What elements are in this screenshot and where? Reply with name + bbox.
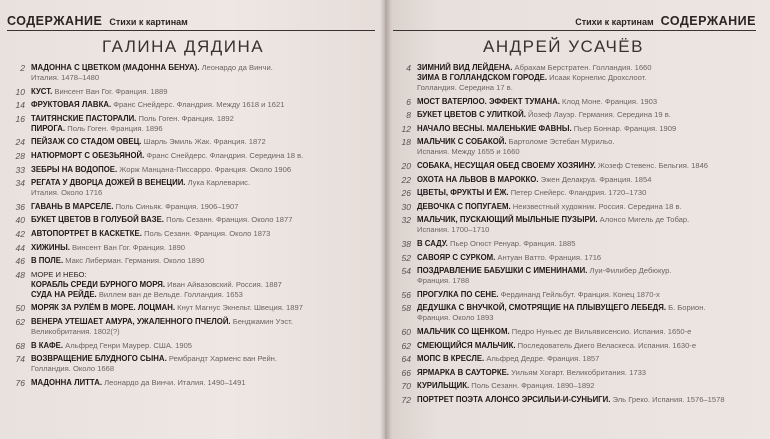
entry-body (31, 378, 375, 388)
entry-line (417, 175, 756, 185)
entry-line (31, 327, 375, 337)
contents-entry (393, 253, 756, 263)
entry-body (31, 178, 375, 198)
entry-body (31, 256, 375, 266)
page-number: 62 (15, 316, 25, 327)
artwork-title: БУКЕТ ЦВЕТОВ С УЛИТКОЙ. (417, 110, 526, 120)
page-number: 42 (15, 228, 25, 239)
contents-entry (7, 229, 375, 239)
entry-line (417, 73, 756, 83)
contents-entry (393, 395, 756, 405)
contents-entry (393, 354, 756, 364)
contents-entry (393, 303, 756, 323)
entry-line (417, 303, 756, 313)
artwork-artist-info: Пьер Боннар. Франция. 1909 (573, 123, 677, 133)
left-header-title: СОДЕРЖАНИЕ (7, 14, 103, 28)
entry-line (417, 368, 756, 378)
entry-body (31, 114, 375, 134)
artwork-artist-info: Последователь Диего Веласкеса. Испания. 1630-е (517, 340, 697, 350)
entry-line (31, 114, 375, 124)
entry-line (417, 137, 756, 147)
entry-line (31, 178, 375, 188)
entry-line (31, 243, 375, 253)
entry-line (31, 137, 375, 147)
entry-line (31, 378, 375, 388)
artwork-artist-info: Винсент Ван Гог. Франция. 1890 (72, 242, 186, 252)
page-number: 12 (401, 123, 411, 134)
page-number: 32 (401, 215, 411, 226)
entry-body (417, 290, 756, 300)
entry-body (31, 137, 375, 147)
contents-entry (393, 97, 756, 107)
artwork-title: МОРЯК ЗА РУЛЁМ В МОРЕ. ЛОЦМАН. (31, 303, 176, 313)
artwork-artist-info: Поль Гоген. Франция. 1892 (138, 113, 234, 123)
page-number: 16 (15, 113, 25, 124)
contents-entry (393, 341, 756, 351)
page-number: 44 (15, 242, 25, 253)
contents-entry (7, 63, 375, 83)
artwork-title: ДЕДУШКА С ВНУЧКОЙ, СМОТРЯЩИЕ НА ПЛЫВУЩЕГО ЛЕБЕДЯ. (417, 303, 666, 313)
page-number: 14 (15, 100, 25, 111)
contents-entry (393, 290, 756, 300)
artwork-artist-info: Поль Сезанн. Франция. Около 1877 (166, 215, 293, 225)
contents-entry (393, 63, 756, 93)
artwork-title: МОСТ ВАТЕРЛОО. ЭФФЕКТ ТУМАНА. (417, 96, 560, 106)
page-number: 8 (406, 110, 411, 121)
entry-line (31, 364, 375, 374)
artwork-title: ФРУКТОВАЯ ЛАВКА. (31, 100, 112, 110)
section-label: МОРЕ И НЕБО: (31, 269, 87, 279)
artwork-title: САВОЯР С СУРКОМ. (417, 252, 496, 262)
entry-body (417, 381, 756, 391)
artwork-title: В ПОЛЕ. (31, 256, 64, 266)
entry-line (31, 63, 375, 73)
page-number: 6 (406, 96, 411, 107)
page-number: 62 (401, 340, 411, 351)
artwork-title: КУРИЛЬЩИК. (417, 381, 470, 391)
artwork-artist-info: Исаак Корнелис Дрохслоот. (549, 73, 647, 82)
entry-body (417, 161, 756, 171)
contents-entry (7, 87, 375, 97)
entry-line (417, 239, 756, 249)
page-number: 74 (15, 354, 25, 365)
artwork-title: СМЕЮЩИЙСЯ МАЛЬЧИК. (417, 340, 516, 350)
artwork-artist-info: Испания. 1700–1710 (417, 225, 490, 235)
artwork-title: АВТОПОРТРЕТ В КАСКЕТКЕ. (31, 228, 142, 238)
page-number: 38 (401, 238, 411, 249)
page-number: 20 (401, 160, 411, 171)
entry-body (31, 317, 375, 337)
right-header-subtitle: Стихи к картинам (575, 17, 654, 27)
artwork-title: ВОЗВРАЩЕНИЕ БЛУДНОГО СЫНА. (31, 354, 167, 364)
artwork-artist-info: Эль Греко. Испания. 1576–1578 (612, 394, 725, 404)
entry-line (417, 188, 756, 198)
artwork-artist-info: Уильям Хогарт. Великобритания. 1733 (511, 367, 647, 377)
contents-entry (393, 381, 756, 391)
artwork-artist-info: Поль Синьяк. Франция. 1906–1907 (115, 201, 239, 211)
artwork-title: НАТЮРМОРТ С ОБЕЗЬЯНОЙ. (31, 150, 145, 160)
contents-entry (393, 124, 756, 134)
page-number: 34 (15, 178, 25, 189)
artwork-artist-info: Клод Моне. Франция. 1903 (562, 96, 658, 106)
entry-line (31, 165, 375, 175)
entry-line (417, 97, 756, 107)
entry-body (31, 215, 375, 225)
entry-line (417, 354, 756, 364)
artwork-artist-info: Б. Борион. (668, 303, 706, 313)
entry-body (417, 124, 756, 134)
artwork-artist-info: Йозеф Лауэр. Германия. Середина 19 в. (528, 110, 671, 120)
artwork-title: КОРАБЛЬ СРЕДИ БУРНОГО МОРЯ. (31, 279, 166, 289)
entry-line (31, 73, 375, 83)
entry-line (31, 317, 375, 327)
right-page-header (393, 0, 756, 31)
entry-line (417, 253, 756, 263)
entry-body (417, 188, 756, 198)
page-number: 40 (15, 215, 25, 226)
contents-entry (393, 266, 756, 286)
page-number: 56 (401, 289, 411, 300)
entry-body (31, 229, 375, 239)
artwork-title: ЦВЕТЫ, ФРУКТЫ И ЁЖ. (417, 188, 509, 198)
artwork-title: РЕГАТА У ДВОРЦА ДОЖЕЙ В ВЕНЕЦИИ. (31, 178, 186, 188)
artwork-title: ЗЕБРЫ НА ВОДОПОЕ. (31, 164, 118, 174)
entry-line (417, 202, 756, 212)
contents-entry (7, 354, 375, 374)
left-header-subtitle: Стихи к картинам (109, 17, 188, 27)
artwork-title: ПИРОГА. (31, 123, 66, 133)
entry-line (31, 229, 375, 239)
artwork-title: ЗИМНИЙ ВИД ЛЕЙДЕНА. (417, 63, 513, 72)
entry-body (31, 243, 375, 253)
entry-body (417, 137, 756, 157)
artwork-title: ТАИТЯНСКИЕ ПАСТОРАЛИ. (31, 113, 137, 123)
entry-body (417, 97, 756, 107)
entry-line (417, 381, 756, 391)
artwork-artist-info: Бартоломе Эстебан Мурильо. (508, 137, 615, 147)
artwork-artist-info: Кнут Магнус Экнельт. Швеция. 1897 (177, 303, 303, 313)
artwork-artist-info: Эжен Делакруа. Франция. 1854 (540, 174, 652, 184)
artwork-title: КУСТ. (31, 86, 53, 96)
artwork-title: ВЕНЕРА УТЕШАЕТ АМУРА, УЖАЛЕННОГО ПЧЕЛОЙ. (31, 316, 231, 326)
artwork-artist-info: Шарль Эмиль Жак. Франция. 1872 (143, 137, 266, 147)
artwork-artist-info: Леонардо да Винчи. (201, 63, 273, 72)
entry-body (31, 341, 375, 351)
entry-line (417, 313, 756, 323)
artwork-artist-info: Поль Сезанн. Франция. 1890–1892 (471, 381, 595, 391)
left-author-name: ГАЛИНА ДЯДИНА (102, 37, 265, 56)
page-number: 54 (401, 266, 411, 277)
artwork-title: ПЕЙЗАЖ СО СТАДОМ ОВЕЦ. (31, 137, 142, 147)
page-number: 22 (401, 174, 411, 185)
artwork-artist-info: Италия. Около 1716 (31, 188, 103, 198)
artwork-title: ЗИМА В ГОЛЛАНДСКОМ ГОРОДЕ. (417, 73, 547, 82)
entry-body (31, 270, 375, 300)
page-number: 48 (15, 269, 25, 280)
page-number: 52 (401, 252, 411, 263)
entry-line (31, 100, 375, 110)
entry-body (417, 215, 756, 235)
artwork-title: НАЧАЛО ВЕСНЫ. МАЛЕНЬКИЕ ФАВНЫ. (417, 123, 572, 133)
right-page (385, 0, 770, 439)
entry-body (417, 395, 756, 405)
artwork-title: МАДОННА С ЦВЕТКОМ (МАДОННА БЕНУА). (31, 63, 200, 72)
page-number: 18 (401, 137, 411, 148)
entry-line (417, 395, 756, 405)
page-number: 46 (15, 256, 25, 267)
entry-line (417, 276, 756, 286)
entry-body (31, 63, 375, 83)
contents-entry (393, 175, 756, 185)
entry-line (417, 290, 756, 300)
artwork-artist-info: Петер Снейерс. Фландрия. 1720–1730 (510, 188, 647, 198)
artwork-title: ГАВАНЬ В МАРСЕЛЕ. (31, 201, 114, 211)
page-number: 70 (401, 381, 411, 392)
artwork-artist-info: Лука Карлеварис. (187, 178, 251, 188)
entry-line (31, 354, 375, 364)
right-header-title: СОДЕРЖАНИЕ (660, 14, 756, 28)
artwork-artist-info: Фердинанд Гейльбут. Франция. Конец 1870-х (500, 289, 660, 299)
artwork-artist-info: Голландия. Около 1668 (31, 364, 115, 374)
entry-line (417, 327, 756, 337)
artwork-artist-info: Франс Снейдерс. Фландрия. Середина 18 в. (146, 150, 304, 160)
artwork-artist-info: Альфред Дедре. Франция. 1857 (486, 354, 600, 364)
contents-entry (7, 378, 375, 388)
contents-entry (7, 215, 375, 225)
artwork-artist-info: Пьер Огюст Ренуар. Франция. 1885 (449, 238, 576, 248)
artwork-artist-info: Италия. 1478–1480 (31, 73, 100, 82)
artwork-artist-info: Великобритания. 1802(?) (31, 326, 120, 336)
artwork-artist-info: Жозеф Стевенс. Бельгия. 1846 (597, 160, 709, 170)
entry-line (417, 83, 756, 93)
artwork-title: ПОРТРЕТ ПОЭТА АЛОНСО ЭРСИЛЬИ-И-СУНЬИГИ. (417, 394, 611, 404)
page-number: 60 (401, 326, 411, 337)
artwork-title: В САДУ. (417, 238, 448, 248)
contents-entry (393, 137, 756, 157)
entry-line (417, 225, 756, 235)
artwork-title: В КАФЕ. (31, 340, 64, 350)
entry-body (31, 202, 375, 212)
contents-entry (7, 178, 375, 198)
artwork-title: СУДА НА РЕЙДЕ. (31, 289, 97, 299)
page-number: 33 (15, 164, 25, 175)
page-number: 36 (15, 201, 25, 212)
artwork-artist-info: Франция. 1788 (417, 276, 470, 286)
entry-line (31, 256, 375, 266)
artwork-artist-info: Бенджамин Уэст. (232, 316, 293, 326)
entry-body (417, 266, 756, 286)
entry-line (31, 188, 375, 198)
contents-entry (393, 327, 756, 337)
artwork-title: ПРОГУЛКА ПО СЕНЕ. (417, 289, 499, 299)
artwork-artist-info: Макс Либерман. Германия. Около 1890 (65, 256, 205, 266)
entry-line (417, 63, 756, 73)
artwork-artist-info: Леонардо да Винчи. Италия. 1490–1491 (104, 377, 246, 387)
artwork-artist-info: Испания. Между 1655 и 1660 (417, 147, 520, 157)
artwork-title: ХИЖИНЫ. (31, 242, 70, 252)
entry-body (417, 327, 756, 337)
entry-body (31, 354, 375, 374)
artwork-title: ЯРМАРКА В САУТОРКЕ. (417, 367, 509, 377)
entry-body (31, 151, 375, 161)
contents-entry (7, 100, 375, 110)
entry-line (31, 151, 375, 161)
artwork-title: ОХОТА НА ЛЬВОВ В МАРОККО. (417, 174, 539, 184)
entry-line (417, 161, 756, 171)
entry-body (417, 368, 756, 378)
artwork-title: МАЛЬЧИК, ПУСКАЮЩИЙ МЫЛЬНЫЕ ПУЗЫРИ. (417, 215, 598, 225)
entry-body (417, 175, 756, 185)
entry-body (417, 63, 756, 93)
artwork-artist-info: Винсент Ван Гог. Франция. 1889 (54, 86, 168, 96)
entry-body (31, 165, 375, 175)
artwork-title: БУКЕТ ЦВЕТОВ В ГОЛУБОЙ ВАЗЕ. (31, 215, 164, 225)
artwork-title: МОПС В КРЕСЛЕ. (417, 354, 485, 364)
entry-body (31, 87, 375, 97)
artwork-artist-info: Алонсо Мигель де Тобар. (599, 215, 690, 225)
entry-body (417, 303, 756, 323)
page-number: 72 (401, 394, 411, 405)
contents-entry (7, 270, 375, 300)
contents-entry (7, 137, 375, 147)
entry-line (31, 124, 375, 134)
contents-entry (7, 256, 375, 266)
left-page-header (7, 0, 375, 31)
entry-line (31, 303, 375, 313)
artwork-title: СОБАКА, НЕСУЩАЯ ОБЕД СВОЕМУ ХОЗЯИНУ. (417, 160, 596, 170)
artwork-artist-info: Иван Айвазовский. Россия. 1887 (167, 279, 282, 289)
artwork-artist-info: Антуан Ватто. Франция. 1716 (497, 252, 602, 262)
contents-entry (7, 165, 375, 175)
contents-entry (393, 368, 756, 378)
entry-line (417, 341, 756, 351)
page-number: 28 (15, 150, 25, 161)
contents-entry (7, 202, 375, 212)
page-number: 24 (15, 137, 25, 148)
contents-entry (7, 114, 375, 134)
artwork-title: МАЛЬЧИК СО ЩЕНКОМ. (417, 326, 510, 336)
entry-body (417, 202, 756, 212)
right-contents-list (393, 63, 756, 405)
artwork-title: МАЛЬЧИК С СОБАКОЙ. (417, 137, 507, 147)
artwork-artist-info: Альфред Генри Маурер. США. 1905 (65, 340, 193, 350)
artwork-artist-info: Франс Снейдерс. Фландрия. Между 1618 и 1621 (113, 100, 285, 110)
entry-line (31, 215, 375, 225)
artwork-artist-info: Рембрандт Харменс ван Рейн. (168, 354, 277, 364)
page-number: 10 (15, 86, 25, 97)
contents-entry (7, 151, 375, 161)
artwork-artist-info: Виллем ван де Вельде. Голландия. 1653 (98, 289, 243, 299)
contents-entry (7, 243, 375, 253)
page-number: 26 (401, 188, 411, 199)
page-number: 2 (20, 63, 25, 73)
entry-line (417, 110, 756, 120)
page-number: 30 (401, 201, 411, 212)
entry-line (31, 290, 375, 300)
entry-body (417, 253, 756, 263)
contents-entry (7, 341, 375, 351)
page-number: 68 (15, 340, 25, 351)
right-author-name: АНДРЕЙ УСАЧЁВ (483, 37, 644, 56)
contents-entry (393, 188, 756, 198)
artwork-artist-info: Франция. Около 1893 (417, 313, 494, 323)
contents-entry (393, 202, 756, 212)
page-number: 50 (15, 303, 25, 314)
entry-line (31, 87, 375, 97)
page-number: 66 (401, 367, 411, 378)
page-number: 4 (406, 63, 411, 73)
entry-line (417, 124, 756, 134)
contents-entry (393, 239, 756, 249)
entry-body (31, 303, 375, 313)
left-contents-list (7, 63, 375, 388)
artwork-artist-info: Поль Сезанн. Франция. Около 1873 (144, 228, 271, 238)
contents-entry (393, 161, 756, 171)
entry-line (417, 147, 756, 157)
entry-body (417, 239, 756, 249)
entry-line (417, 215, 756, 225)
contents-entry (7, 303, 375, 313)
page-number: 64 (401, 354, 411, 365)
artwork-artist-info: Неизвестный художник. Россия. Середина 18 в. (512, 201, 682, 211)
entry-body (417, 354, 756, 364)
contents-entry (393, 110, 756, 120)
artwork-title: МАДОННА ЛИТТА. (31, 377, 102, 387)
artwork-artist-info: Поль Гоген. Франция. 1896 (67, 123, 163, 133)
contents-entry (393, 215, 756, 235)
entry-body (31, 100, 375, 110)
page-number: 76 (15, 377, 25, 388)
artwork-title: ДЕВОЧКА С ПОПУГАЕМ. (417, 201, 511, 211)
artwork-artist-info: Жорж Манцана-Писсарро. Франция. Около 1906 (119, 164, 292, 174)
entry-line (31, 280, 375, 290)
entry-body (417, 341, 756, 351)
artwork-artist-info: Луи-Филибер Дебюкур. (589, 266, 672, 276)
entry-line (31, 341, 375, 351)
entry-line (417, 266, 756, 276)
entry-body (417, 110, 756, 120)
artwork-title: ПОЗДРАВЛЕНИЕ БАБУШКИ С ИМЕНИНАМИ. (417, 266, 588, 276)
artwork-artist-info: Абрахам Берстратен. Голландия. 1660 (514, 63, 652, 72)
contents-entry (7, 317, 375, 337)
entry-line (31, 202, 375, 212)
page-number: 58 (401, 303, 411, 314)
artwork-artist-info: Педро Нуньес де Вильявисенсио. Испания. 1650-е (511, 326, 692, 336)
artwork-artist-info: Голландия. Середина 17 в. (417, 83, 513, 92)
